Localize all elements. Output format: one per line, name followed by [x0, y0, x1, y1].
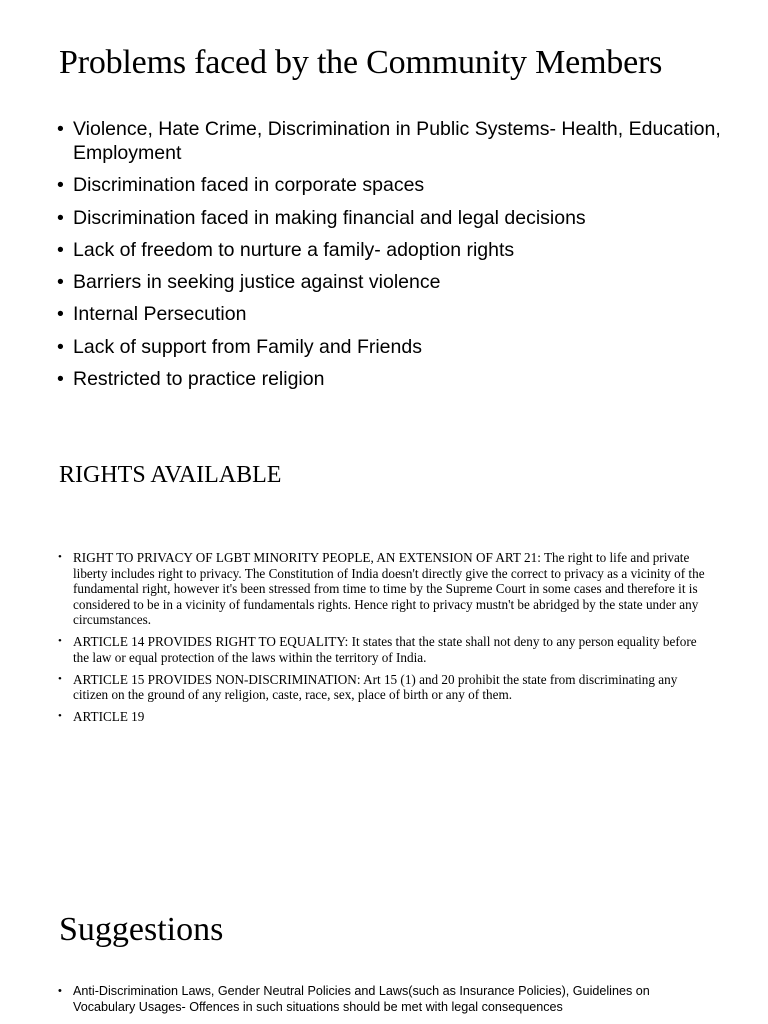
slide-title: RIGHTS AVAILABLE — [59, 462, 282, 488]
list-item: • Lack of freedom to nurture a family- adoption rights — [73, 238, 733, 262]
list-item: • ARTICLE 15 PROVIDES NON-DISCRIMINATION: Art 15 (1) and 20 prohibit the state from discriminating any citizen on the ground of any religion, caste, race, sex, place of birth or any of them. — [73, 672, 715, 703]
list-item: • ARTICLE 14 PROVIDES RIGHT TO EQUALITY: It states that the state shall not deny to any person equality before the law or equal protection of the laws within the territory of India. — [73, 634, 715, 665]
list-item: • Lack of support from Family and Friends — [73, 335, 733, 359]
list-item: • Internal Persecution — [73, 302, 733, 326]
bullet-list — [73, 117, 733, 399]
slide-title: Suggestions — [59, 911, 224, 948]
list-item: • ARTICLE 19 — [73, 709, 715, 725]
slide-suggestions — [0, 840, 768, 1024]
list-item: • Anti-Discrimination Laws, Gender Neutral Policies and Laws(such as Insurance Policies), Guidelines on Vocabulary Usages- Offences in such situations should be met with legal consequences — [73, 983, 693, 1015]
bullet-list — [73, 983, 693, 1021]
slide-rights — [0, 420, 768, 840]
bullet-list — [73, 550, 715, 731]
slide-problems — [0, 0, 768, 420]
slide-title: Problems faced by the Community Members — [59, 44, 663, 81]
list-item: • Discrimination faced in making financial and legal decisions — [73, 206, 733, 230]
list-item: • Restricted to practice religion — [73, 367, 733, 391]
list-item: • Barriers in seeking justice against violence — [73, 270, 733, 294]
list-item: • Violence, Hate Crime, Discrimination in Public Systems- Health, Education, Employment — [73, 117, 733, 165]
list-item: • Discrimination faced in corporate spaces — [73, 173, 733, 197]
list-item: • RIGHT TO PRIVACY OF LGBT MINORITY PEOPLE, AN EXTENSION OF ART 21: The right to life and private liberty includes right to privacy. The Constitution of India doesn't directly give the correct to privacy as a vicinity of the fundamental right, however it's been stressed from time to time by the Supreme Court in some cases and therefore it is considered to be in a vicinity of fundamentals rights. Hence right to privacy mustn't be abridged by the state under any circumstances. — [73, 550, 715, 628]
